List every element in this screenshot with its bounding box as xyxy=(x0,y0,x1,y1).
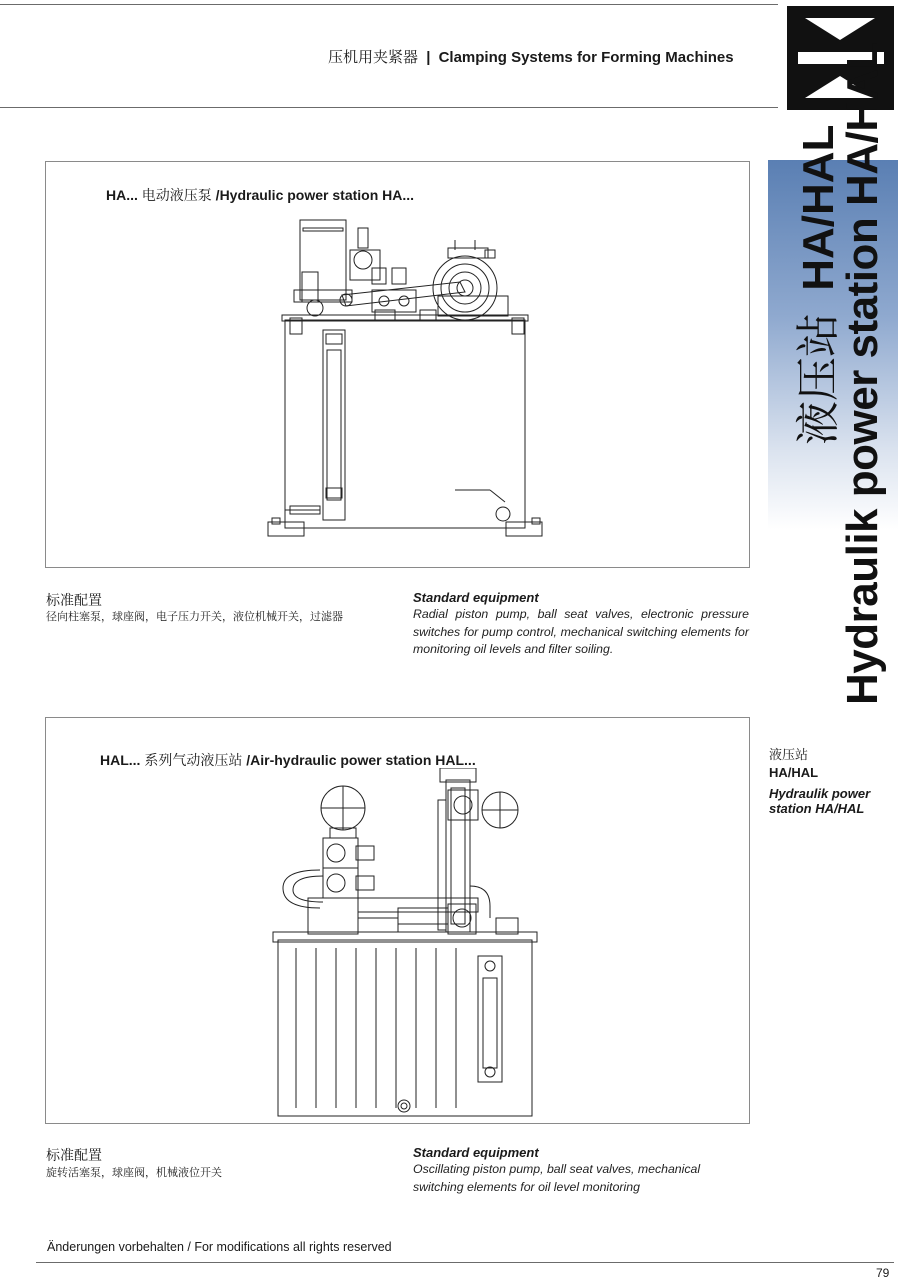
hal-std-zh-title: 标准配置 xyxy=(46,1148,102,1164)
side-title-en: Hydraulik power station HA/HAL xyxy=(838,42,887,705)
footer-rule xyxy=(36,1262,894,1263)
hal-zh: 系列气动液压站 xyxy=(144,753,243,769)
side-label xyxy=(769,744,870,816)
side-title-zh-code xyxy=(782,125,846,445)
ha-std-zh-title: 标准配置 xyxy=(46,593,102,609)
page-header xyxy=(328,46,734,67)
header-separator: | xyxy=(426,49,431,66)
ha-std-en-title: Standard equipment xyxy=(413,590,539,605)
ha-std-zh-text: 径向柱塞泵，球座阀，电子压力开关，液位机械开关，过滤器 xyxy=(46,610,343,623)
ha-sep: / xyxy=(215,187,220,203)
footer-note: Änderungen vorbehalten / For modifications all rights reserved xyxy=(47,1240,392,1254)
ha-en: Hydraulic power station HA... xyxy=(219,187,415,203)
hal-code: HAL... xyxy=(100,752,141,768)
ha-zh: 电动液压泵 xyxy=(141,188,212,204)
side-label-code: HA/HAL xyxy=(769,765,819,780)
side-label-en-2: station HA/HAL xyxy=(769,801,865,816)
header-title-zh: 压机用夹紧器 xyxy=(328,48,419,66)
page-number: 79 xyxy=(876,1266,890,1280)
figure-ha-caption xyxy=(106,185,414,205)
hal-std-en-title: Standard equipment xyxy=(413,1145,539,1160)
hal-drawing xyxy=(268,768,543,1118)
header-title-en: Clamping Systems for Forming Machines xyxy=(438,49,734,66)
side-code: HA/HAL xyxy=(794,124,843,291)
side-zh: 液压站 xyxy=(793,313,844,445)
hal-sep: / xyxy=(246,752,251,768)
hal-std-zh-text: 旋转活塞泵，球座阀，机械液位开关 xyxy=(46,1166,222,1179)
hal-std-en-text: Oscillating piston pump, ball seat valves, mechanical switching elements for oil level monitoring xyxy=(413,1162,701,1194)
hal-en: Air-hydraulic power station HAL... xyxy=(250,752,476,768)
ha-std-en-text: Radial piston pump, ball seat valves, electronic pressure switches for pump control, mechanical switching elements for monitoring oil levels and filter soiling. xyxy=(413,607,749,656)
side-label-en-1: Hydraulik power xyxy=(769,786,871,801)
side-label-zh: 液压站 xyxy=(769,748,809,763)
ha-drawing xyxy=(260,210,560,540)
ha-code: HA... xyxy=(106,187,138,203)
figure-hal-caption xyxy=(100,750,476,770)
header-top-rule xyxy=(0,4,778,5)
header-bottom-rule xyxy=(0,107,778,108)
